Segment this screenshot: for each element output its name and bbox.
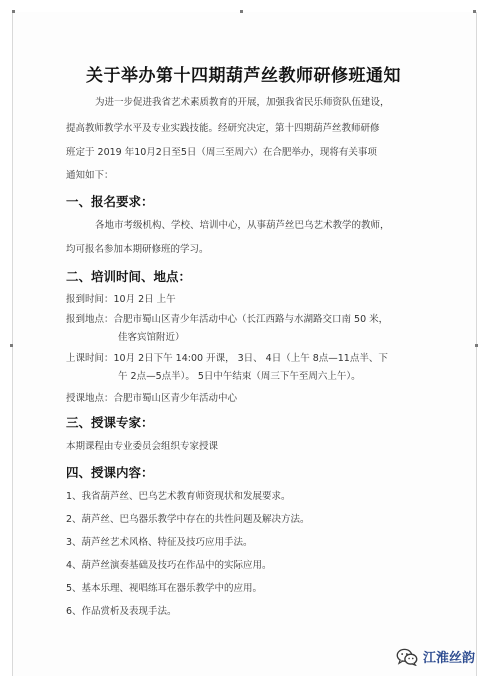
watermark-text: 江淮丝韵 <box>422 651 475 666</box>
list-item: 3、葫芦丝艺术风格、特征及技巧应用手法。 <box>66 537 253 548</box>
section-line: 报到地点：合肥市蜀山区青少年活动中心（长江西路与水湖路交口南 50 米， <box>66 314 389 325</box>
section-line: 上课时间：10月 2日下午 14:00 开课， 3日、 4日（上午 8点—11点半、下 <box>66 353 388 364</box>
document-title: 关于举办第十四期葫芦丝教师研修班通知 <box>86 66 401 86</box>
section-line: 本期课程由专业委员会组织专家授课 <box>66 441 219 452</box>
list-item: 4、葫芦丝演奏基础及技巧在作品中的实际应用。 <box>66 560 272 571</box>
document-page <box>12 12 477 676</box>
page-corner-mark <box>473 10 476 13</box>
page-corner-mark <box>240 10 243 13</box>
section-heading: 三、授课专家： <box>66 415 154 430</box>
section-line: 佳客宾馆附近） <box>118 332 185 343</box>
section-line: 授课地点：合肥市蜀山区青少年活动中心 <box>66 393 238 404</box>
list-item: 2、葫芦丝、巴乌器乐教学中存在的共性问题及解决方法。 <box>66 514 310 525</box>
section-heading: 四、授课内容： <box>66 465 154 480</box>
list-item: 6、作品赏析及表现手法。 <box>66 606 177 617</box>
page-corner-mark <box>475 344 478 347</box>
page-corner-mark <box>12 10 15 13</box>
section-line: 报到时间：10月 2日 上午 <box>66 294 176 305</box>
intro-line: 提高教师教学水平及专业实践技能。经研究决定，第十四期葫芦丝教师研修 <box>66 123 380 134</box>
wechat-icon <box>396 648 418 666</box>
section-line: 均可报名参加本期研修班的学习。 <box>66 244 209 255</box>
section-line: 各地市考级机构、学校、培训中心，从事葫芦丝巴乌艺术教学的教师， <box>95 220 390 231</box>
intro-line: 通知如下： <box>66 170 114 181</box>
section-line: 午 2点—5点半）。 5日中午结束（周三下午至周六上午）。 <box>118 371 361 382</box>
intro-line: 为进一步促进我省艺术素质教育的开展，加强我省民乐师资队伍建设， <box>95 97 390 108</box>
section-heading: 一、报名要求： <box>66 194 154 209</box>
page-corner-mark <box>10 344 13 347</box>
list-item: 1、我省葫芦丝、巴乌艺术教育师资现状和发展要求。 <box>66 491 291 502</box>
watermark <box>396 647 475 666</box>
section-heading: 二、培训时间、地点： <box>66 269 192 284</box>
intro-line: 班定于 2019 年10月2日至5日（周三至周六）在合肥举办，现将有关事项 <box>66 147 377 158</box>
list-item: 5、基本乐理、视唱练耳在器乐教学中的应用。 <box>66 583 263 594</box>
